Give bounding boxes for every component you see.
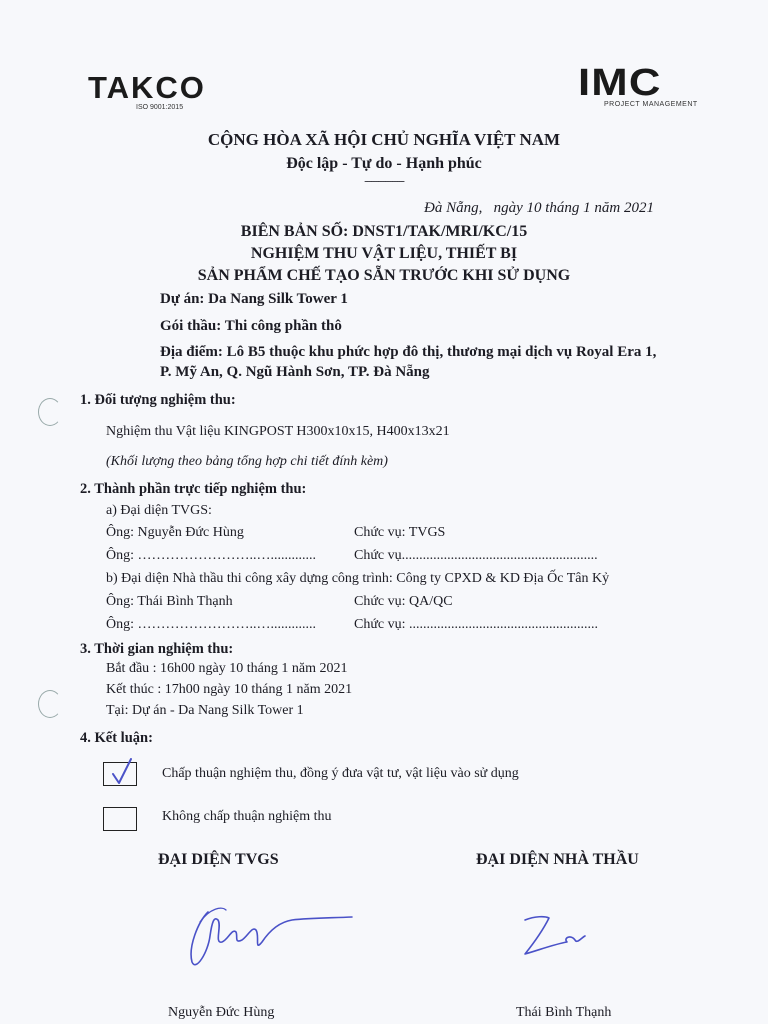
- imc-logo-subtitle: PROJECT MANAGEMENT: [604, 101, 698, 108]
- record-title-line3: SẢN PHẨM CHẾ TẠO SẴN TRƯỚC KHI SỬ DỤNG: [197, 267, 571, 284]
- inspection-location: Tại: Dự án - Da Nang Silk Tower 1: [106, 703, 304, 718]
- location-line-2: P. Mỹ An, Q. Ngũ Hành Sơn, TP. Đà Nẵng: [160, 364, 430, 380]
- tvgs-person-2: Ông: ……………………..….............: [106, 548, 316, 563]
- end-time: Kết thúc : 17h00 ngày 10 tháng 1 năm 2021: [106, 682, 353, 697]
- record-number-title: BIÊN BẢN SỐ: DNST1/TAK/MRI/KC/15: [240, 223, 528, 240]
- contractor-role-1: Chức vụ: QA/QC: [354, 594, 453, 609]
- section-1-note: (Khối lượng theo bảng tổng hợp chi tiết đính kèm): [106, 454, 388, 469]
- start-time: Bắt đầu : 16h00 ngày 10 tháng 1 năm 2021: [106, 661, 348, 676]
- record-title-line2: NGHIỆM THU VẬT LIỆU, THIẾT BỊ: [250, 245, 518, 262]
- takco-iso-label: ISO 9001:2015: [136, 104, 184, 111]
- nation-heading: CỘNG HÒA XÃ HỘI CHỦ NGHĨA VIỆT NAM: [207, 130, 561, 149]
- place-text: Đà Nẵng,: [424, 200, 483, 216]
- approve-checkbox[interactable]: [103, 762, 137, 786]
- imc-logo: [578, 62, 708, 114]
- check-mark-icon: [110, 757, 134, 787]
- reject-checkbox[interactable]: [103, 807, 137, 831]
- contractor-signer-name: Thái Bình Thạnh: [516, 1005, 612, 1020]
- binder-hole-bottom: [38, 690, 62, 718]
- contractor-role-2: Chức vụ: ......................................................: [354, 617, 599, 632]
- tvgs-signature-title: ĐẠI DIỆN TVGS: [158, 851, 279, 868]
- date-text: ngày 10 tháng 1 năm 2021: [493, 200, 655, 216]
- tvgs-signer-name: Nguyễn Đức Hùng: [168, 1005, 275, 1020]
- section-1-heading: 1. Đối tượng nghiệm thu:: [80, 392, 236, 408]
- section-3-heading: 3. Thời gian nghiệm thu:: [80, 641, 234, 657]
- imc-logo-text: IMC: [578, 62, 662, 104]
- tvgs-person-1: Ông: Nguyễn Đức Hùng: [106, 525, 244, 540]
- section-2-heading: 2. Thành phần trực tiếp nghiệm thu:: [80, 481, 307, 497]
- approve-option-label: Chấp thuận nghiệm thu, đồng ý đưa vật tư, vật liệu vào sử dụng: [162, 766, 519, 781]
- contractor-person-1: Ông: Thái Bình Thạnh: [106, 594, 233, 609]
- motto-heading: Độc lập - Tự do - Hạnh phúc: [286, 155, 482, 172]
- project-line: Dự án: Da Nang Silk Tower 1: [160, 291, 348, 307]
- tvgs-signature-image: [170, 892, 360, 982]
- header-divider: -----------------: [364, 176, 404, 187]
- binder-hole-top: [38, 398, 62, 426]
- tvgs-role-1: Chức vụ: TVGS: [354, 525, 446, 540]
- place-date: [424, 200, 654, 217]
- contractor-person-2: Ông: ……………………..….............: [106, 617, 316, 632]
- contractor-signature-title: ĐẠI DIỆN NHÀ THẦU: [476, 851, 639, 868]
- reject-option-label: Không chấp thuận nghiệm thu: [162, 809, 332, 824]
- tvgs-role-2: Chức vụ........................................................: [354, 548, 598, 563]
- section-1-material: Nghiệm thu Vật liệu KINGPOST H300x10x15, H400x13x21: [106, 424, 450, 439]
- takco-logo-text: TAKCO: [88, 70, 206, 105]
- contractor-signature-image: [515, 906, 595, 966]
- package-line: Gói thầu: Thi công phần thô: [160, 318, 342, 334]
- takco-logo: [88, 68, 238, 114]
- contractor-representative-label: b) Đại diện Nhà thầu thi công xây dựng công trình: Công ty CPXD & KD Địa Ốc Tân Kỷ: [106, 571, 610, 586]
- location-line-1: Địa điểm: Lô B5 thuộc khu phức hợp đô thị, thương mại dịch vụ Royal Era 1,: [160, 344, 657, 360]
- section-4-heading: 4. Kết luận:: [80, 730, 153, 746]
- tvgs-representative-label: a) Đại diện TVGS:: [106, 503, 212, 518]
